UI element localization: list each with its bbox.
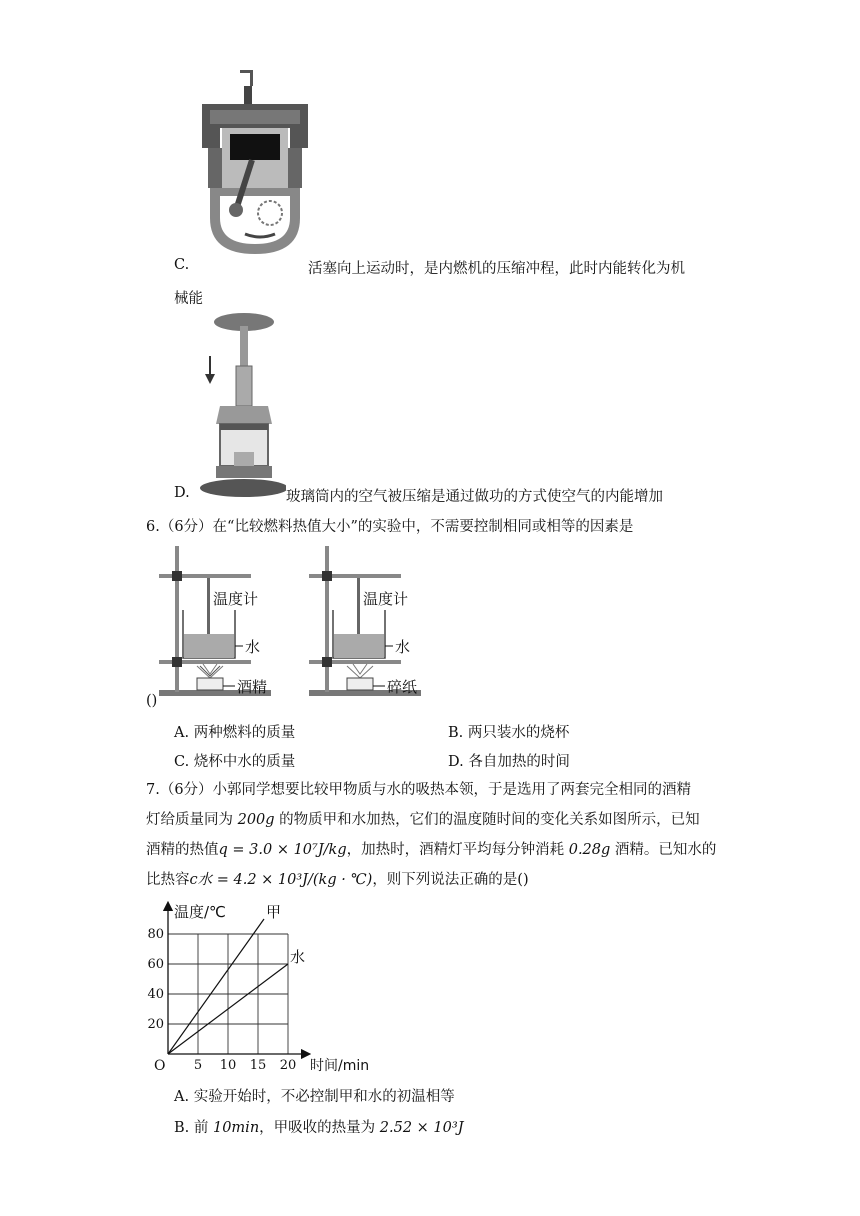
q5-option-c-text-cont: 械能: [174, 291, 203, 307]
q7-stem-line4: 比热容c水 = 4.2 × 10³J/(kg · ℃)，则下列说法正确的是(): [146, 872, 529, 888]
x-tick-label: 20: [279, 1058, 297, 1073]
right-apparatus: [309, 546, 421, 696]
series-line-1: [168, 919, 264, 1054]
heat-value-experiment-figure: [155, 542, 425, 702]
left-apparatus: [159, 546, 271, 696]
q7-option-b: B. 前 10min，甲吸收的热量为 2.52 × 10³J: [174, 1120, 464, 1136]
engine-compression-figure: [190, 68, 320, 258]
q6-option-b: B. 两只装水的烧杯: [448, 725, 570, 741]
q6-stem: 6.（6分）在“比较燃料热值大小”的实验中，不需要控制相同或相等的因素是: [146, 519, 634, 535]
left-fuel-label: 酒精: [237, 678, 268, 696]
q6-paren: (): [146, 693, 158, 709]
left-thermometer-label: 温度计: [213, 590, 259, 608]
q6-option-a: A. 两种燃料的质量: [174, 725, 296, 741]
right-fuel-label: 碎纸: [387, 678, 418, 696]
x-axis-label: 时间/min: [310, 1058, 370, 1074]
origin-label: O: [154, 1058, 166, 1074]
x-tick-label: 10: [219, 1058, 237, 1073]
q5-option-d-text: 玻璃筒内的空气被压缩是通过做功的方式使空气的内能增加: [286, 489, 663, 505]
temperature-time-chart: [140, 898, 390, 1078]
series-label-1: 甲: [266, 903, 282, 921]
left-water-label: 水: [245, 638, 261, 656]
y-tick-label: 60: [147, 957, 164, 972]
q6-option-d: D. 各自加热的时间: [448, 754, 570, 770]
x-tick-label: 15: [249, 1058, 267, 1073]
right-water-label: 水: [395, 638, 411, 656]
q5-option-c-letter: C.: [174, 257, 190, 273]
series-label-2: 水: [290, 948, 306, 966]
q5-option-c-text: 活塞向上运动时，是内燃机的压缩冲程，此时内能转化为机: [308, 261, 685, 277]
q7-option-a: A. 实验开始时，不必控制甲和水的初温相等: [174, 1089, 455, 1105]
q7-stem-line1: 7.（6分）小郭同学想要比较甲物质与水的吸热本领，于是选用了两套完全相同的酒精: [146, 782, 692, 798]
y-tick-label: 20: [147, 1017, 164, 1032]
y-tick-label: 80: [147, 927, 164, 942]
y-axis-label: 温度/℃: [174, 903, 226, 921]
q7-stem-line3: 酒精的热值q = 3.0 × 10⁷J/kg，加热时，酒精灯平均每分钟消耗 0.28g 酒精。已知水的: [146, 842, 717, 858]
q6-option-c: C. 烧杯中水的质量: [174, 754, 296, 770]
q5-option-d-letter: D.: [174, 485, 190, 501]
fire-syringe-figure: [196, 312, 286, 498]
right-thermometer-label: 温度计: [363, 590, 409, 608]
y-tick-label: 40: [147, 987, 164, 1002]
q7-stem-line2: 灯给质量同为 200g 的物质甲和水加热，它们的温度随时间的变化关系如图所示，已知: [146, 812, 700, 828]
x-tick-label: 5: [193, 1058, 203, 1073]
